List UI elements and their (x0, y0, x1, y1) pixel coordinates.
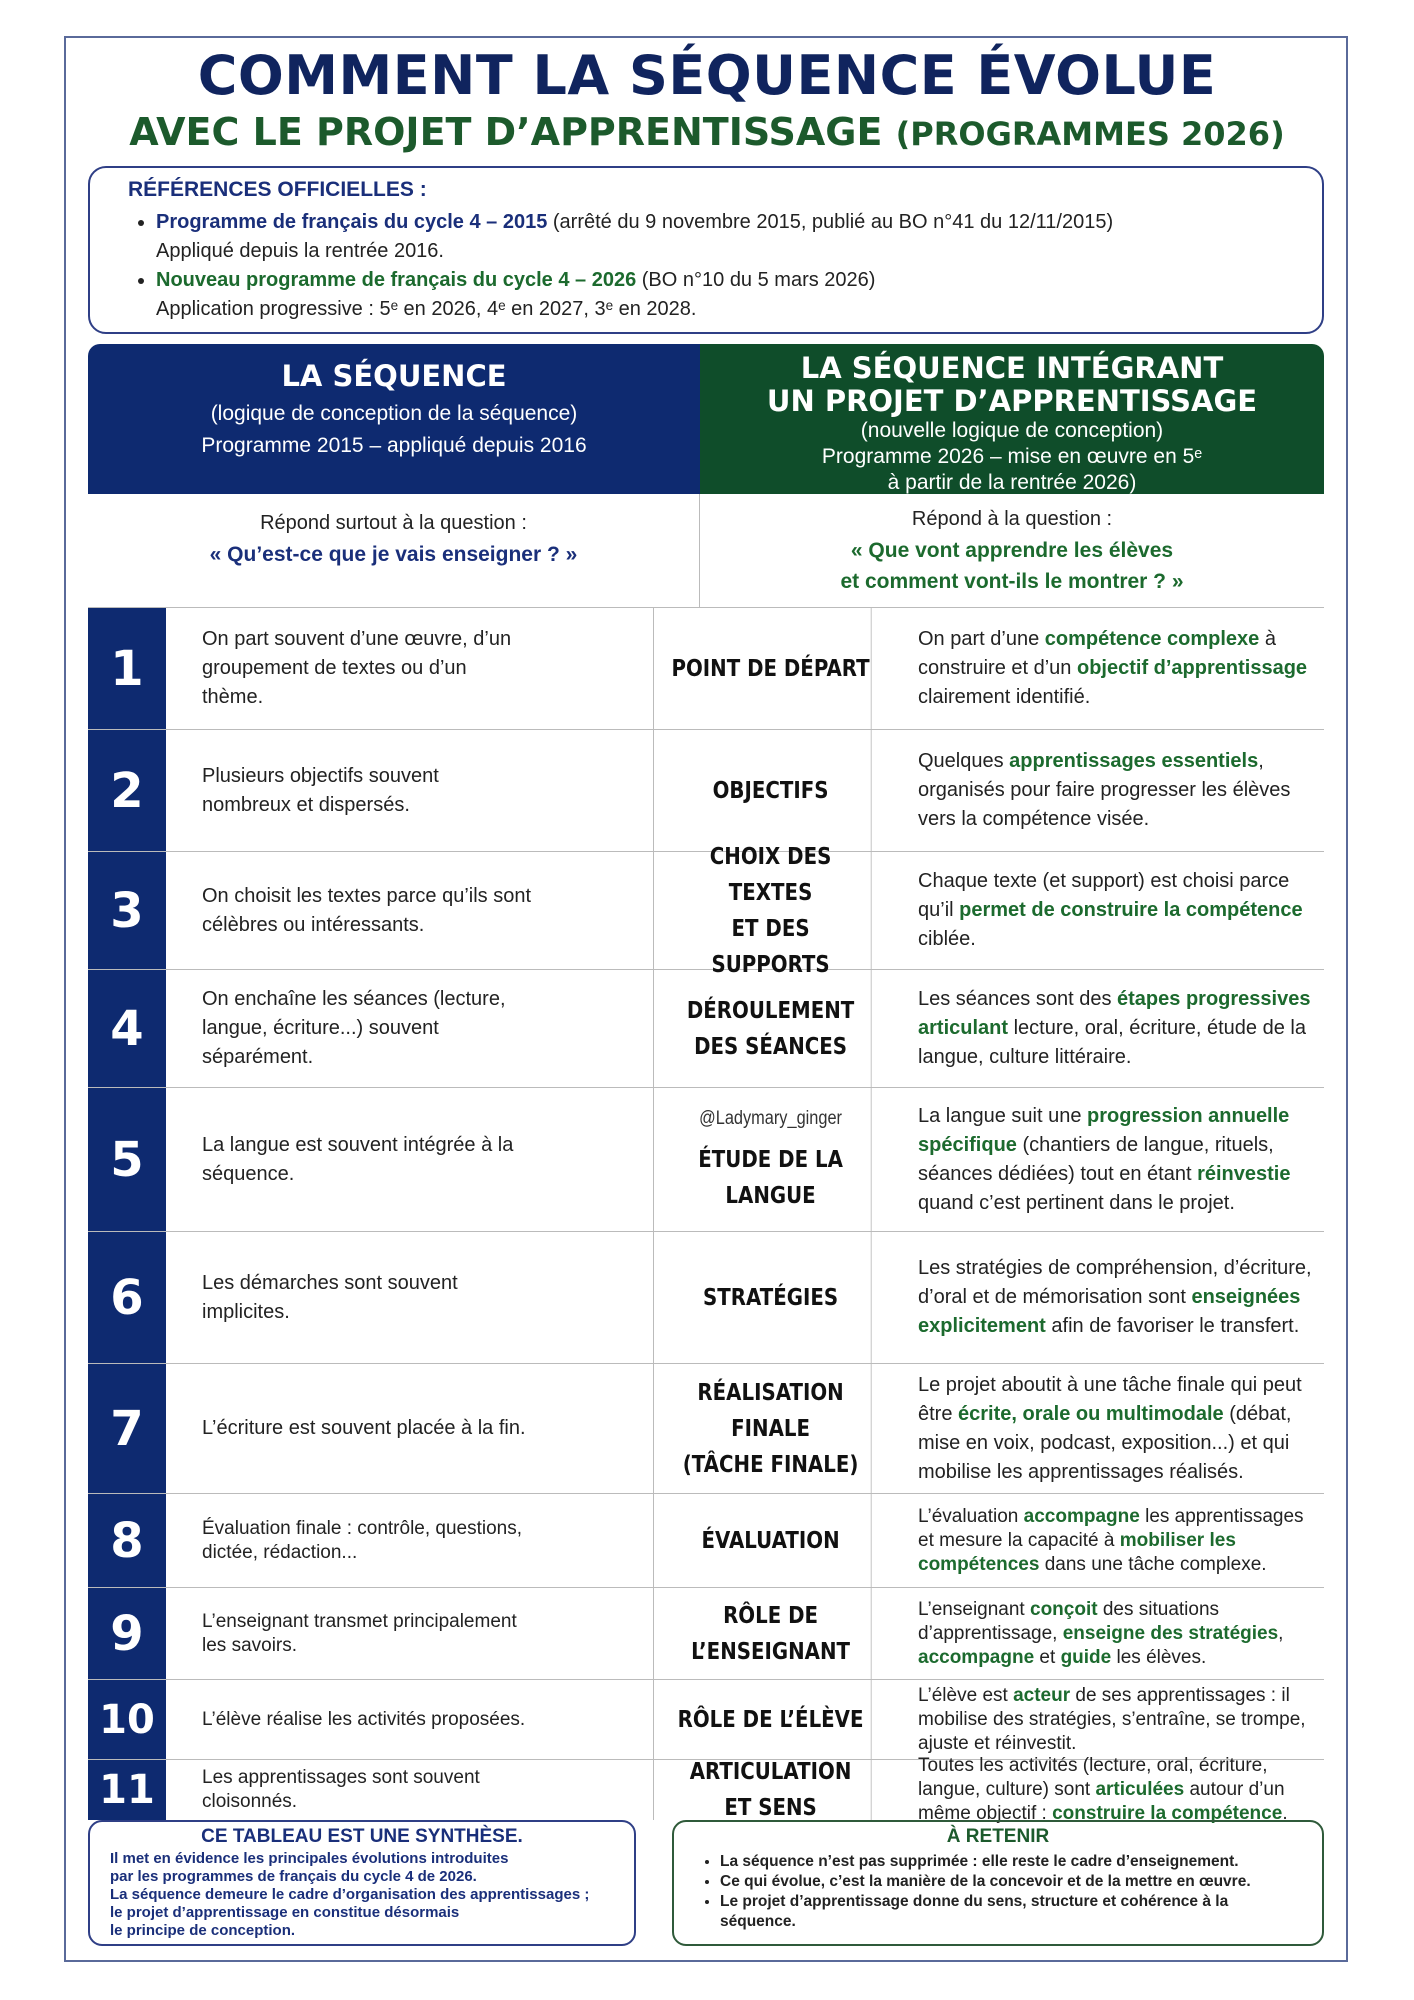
plain-text: Les stratégies de compréhension, d’écriture, d’oral et de mémorisation sont (918, 1257, 1312, 1308)
row-number: 9 (88, 1588, 166, 1679)
table-row (88, 1494, 1324, 1588)
reference-item (156, 266, 1284, 324)
question-left-text: « Qu’est-ce que je vais enseigner ? » (209, 543, 578, 566)
header-left (88, 344, 700, 494)
table-row (88, 1088, 1324, 1232)
title-line2 (0, 110, 1414, 154)
retenir-box (672, 1820, 1324, 1946)
table-row (88, 1755, 1324, 1824)
plain-text: de ses apprentissages : il mobilise des stratégies, s’entraîne, se trompe, ajuste et réinvestit. (918, 1684, 1306, 1754)
highlight-text: progression annuelle spécifique (918, 1104, 1290, 1156)
cell-projet-text (918, 625, 1324, 712)
synthese-line: le projet d’apprentissage en constitue désormais (110, 1904, 460, 1921)
row-number: 5 (88, 1088, 166, 1231)
cell-sequence (166, 1088, 654, 1231)
cell-criterion (670, 608, 871, 729)
table-row (88, 970, 1324, 1088)
cell-criterion (670, 1232, 871, 1363)
synthese-heading: CE TABLEAU EST UNE SYNTHÈSE. (201, 1826, 523, 1847)
table-row (88, 843, 1324, 978)
row-number: 11 (88, 1760, 166, 1820)
plain-text: On part d’une (918, 628, 1045, 650)
criterion-line: (TÂCHE FINALE) (682, 1451, 859, 1478)
cell-sequence-text: On part souvent d’une œuvre, d’un groupement de textes ou d’un thème. (202, 628, 512, 708)
reference-sub: Appliqué depuis la rentrée 2016. (156, 240, 444, 262)
references-box (88, 166, 1324, 334)
references-heading: RÉFÉRENCES OFFICIELLES : (128, 178, 427, 201)
table-row (88, 1232, 1324, 1364)
cell-sequence-text: L’écriture est souvent placée à la fin. (202, 1417, 526, 1439)
retenir-heading: À RETENIR (946, 1826, 1050, 1847)
criterion-line: CHOIX DES TEXTES (709, 843, 832, 906)
reference-item (156, 208, 1284, 266)
cell-projet (888, 1364, 1324, 1493)
cell-sequence (166, 852, 654, 969)
plain-text: Le projet aboutit à une tâche finale qui peut être (918, 1373, 1302, 1425)
cell-projet-text (918, 747, 1324, 834)
row-number: 8 (88, 1494, 166, 1587)
cell-sequence-text: Évaluation finale : contrôle, questions, dictée, rédaction... (202, 1517, 523, 1563)
cell-criterion (670, 1364, 871, 1493)
plain-text: L’évaluation (918, 1505, 1024, 1527)
highlight-text: écrite, orale ou multimodale (958, 1402, 1224, 1425)
cell-projet-text (918, 1684, 1324, 1756)
cell-criterion (670, 1088, 871, 1231)
synthese-line: Il met en évidence les principales évolutions introduites (110, 1850, 509, 1867)
cell-projet (888, 608, 1324, 729)
plain-text: afin de favoriser le transfert. (1045, 1315, 1300, 1337)
highlight-text: compétence complexe (1044, 628, 1260, 650)
cell-projet-text (918, 1754, 1324, 1826)
cell-criterion (670, 1760, 871, 1820)
cell-criterion (670, 1680, 871, 1759)
cell-projet (888, 1088, 1324, 1231)
author-handle: @Ladymary_ginger (699, 1107, 842, 1129)
cell-sequence (166, 1760, 654, 1820)
cell-projet (888, 1588, 1324, 1679)
question-left (88, 494, 700, 608)
plain-text: Chaque texte (et support) est choisi parce qu’il (918, 870, 1290, 921)
plain-text: (débat, mise en voix, podcast, exposition...) et qui mobilise les apprentissages réalisés. (918, 1402, 1292, 1483)
cell-projet-text (918, 1254, 1324, 1341)
plain-text: L’élève est (918, 1684, 1014, 1706)
cell-sequence-text: L’enseignant transmet principalement les savoirs. (202, 1610, 517, 1656)
plain-text: quand c’est pertinent dans le projet. (918, 1191, 1235, 1214)
cell-criterion (670, 970, 871, 1087)
reference-sub: Application progressive : 5ᵉ en 2026, 4ᵉ en 2027, 3ᵉ en 2028. (156, 298, 697, 320)
criterion-line: ÉTUDE DE LA LANGUE (698, 1146, 843, 1209)
plain-text: les apprentissages et mesure la capacité à (918, 1505, 1304, 1551)
row-number: 2 (88, 730, 166, 851)
cell-sequence-text: On enchaîne les séances (lecture, langue, écriture...) souvent séparément. (202, 988, 506, 1068)
highlight-text: enseigne des stratégies (1062, 1622, 1279, 1644)
row-number: 4 (88, 970, 166, 1087)
cell-projet (888, 1494, 1324, 1587)
header-left-sub2: Programme 2015 – appliqué depuis 2016 (201, 434, 587, 457)
reference-title: Programme de français du cycle 4 – 2015 (156, 211, 548, 233)
criterion-line: ET DES SUPPORTS (711, 915, 830, 978)
criterion-line: RÉALISATION FINALE (697, 1379, 844, 1442)
plain-text: La langue suit une (918, 1104, 1088, 1127)
plain-text: Toutes les activités (lecture, oral, écriture, langue, culture) sont (918, 1755, 1268, 1800)
retenir-item: • La séquence n’est pas supprimée : elle reste le cadre d’enseignement. (720, 1852, 1302, 1872)
criterion-line: DES SÉANCES (694, 1033, 848, 1060)
plain-text: les élèves. (1111, 1646, 1207, 1668)
cell-sequence (166, 730, 654, 851)
header-right-title2: UN PROJET D’APPRENTISSAGE (766, 384, 1258, 418)
table-row (88, 1364, 1324, 1494)
highlight-text: étapes progressives articulant (918, 988, 1311, 1039)
retenir-item: • Ce qui évolue, c’est la manière de la concevoir et de la mettre en œuvre. (720, 1872, 1302, 1892)
plain-text: , organisés pour faire progresser les élèves vers la compétence visée. (918, 750, 1291, 830)
reference-detail: (arrêté du 9 novembre 2015, publié au BO n°41 du 12/11/2015) (547, 211, 1114, 233)
criterion-line: DÉROULEMENT (686, 997, 855, 1024)
highlight-text: apprentissages essentiels (1009, 750, 1259, 772)
table-row (88, 730, 1324, 852)
references-list (128, 208, 1284, 324)
highlight-text: objectif d’apprentissage (1076, 657, 1308, 679)
highlight-text: articulées (1095, 1779, 1185, 1800)
plain-text: autour d’un même objectif : (918, 1779, 1285, 1824)
cell-sequence-text: On choisit les textes parce qu’ils sont célèbres ou intéressants. (202, 884, 532, 936)
plain-text: dans une tâche complexe. (1039, 1553, 1267, 1575)
row-number: 1 (88, 608, 166, 729)
table-row (88, 1588, 1324, 1680)
row-number: 3 (88, 852, 166, 969)
cell-projet-text (918, 1505, 1324, 1577)
cell-sequence-text: Les démarches sont souvent implicites. (202, 1271, 458, 1323)
row-number: 7 (88, 1364, 166, 1493)
question-right-lead: Répond à la question : (911, 508, 1113, 530)
header-right-sub1: (nouvelle logique de conception) (860, 419, 1164, 442)
table-row (88, 1680, 1324, 1760)
table-row (88, 608, 1324, 730)
plain-text: clairement identifié. (918, 686, 1091, 708)
title-line1: COMMENT LA SÉQUENCE ÉVOLUE (197, 44, 1217, 107)
highlight-text: guide (1060, 1646, 1112, 1668)
reference-title: Nouveau programme de français du cycle 4 – 2026 (156, 269, 637, 291)
cell-sequence (166, 608, 654, 729)
title-line2-small: (PROGRAMMES 2026) (895, 115, 1285, 153)
plain-text: lecture, oral, écriture, étude de la langue, culture littéraire. (918, 1017, 1306, 1068)
header-right-sub2: Programme 2026 – mise en œuvre en 5ᵉ (821, 445, 1203, 468)
plain-text: à construire et d’un (918, 628, 1276, 679)
highlight-text: accompagne (918, 1646, 1035, 1668)
cell-sequence-text: L’élève réalise les activités proposées. (202, 1708, 526, 1730)
plain-text: Les séances sont des (918, 988, 1118, 1010)
cell-sequence-text: La langue est souvent intégrée à la séquence. (202, 1133, 514, 1185)
highlight-text: accompagne (1023, 1505, 1140, 1527)
header-right (700, 344, 1324, 494)
cell-projet (888, 1232, 1324, 1363)
cell-criterion (670, 730, 871, 851)
criterion-line: ARTICULATION (689, 1759, 852, 1785)
plain-text: . (1282, 1803, 1288, 1824)
highlight-text: mobiliser les compétences (918, 1529, 1236, 1575)
cell-sequence (166, 1680, 654, 1759)
plain-text: (chantiers de langue, rituels, séances dédiées) tout en étant (918, 1133, 1274, 1185)
highlight-text: permet de construire la compétence (959, 899, 1303, 921)
question-right (700, 494, 1324, 608)
highlight-text: conçoit (1030, 1598, 1098, 1620)
criterion-line: OBJECTIFS (712, 777, 829, 804)
retenir-item: • Le projet d’apprentissage donne du sens, structure et cohérence à la séquence. (720, 1892, 1302, 1932)
criterion-line: ÉVALUATION (701, 1527, 840, 1554)
cell-sequence-text: Les apprentissages sont souvent cloisonnés. (202, 1767, 480, 1812)
reference-detail: (BO n°10 du 5 mars 2026) (636, 269, 876, 291)
cell-sequence-text: Plusieurs objectifs souvent nombreux et dispersés. (202, 764, 439, 816)
cell-sequence (166, 1364, 654, 1493)
cell-projet (888, 970, 1324, 1087)
row-number: 10 (88, 1680, 166, 1759)
cell-projet-text (918, 1371, 1324, 1487)
cell-projet (888, 1680, 1324, 1759)
header-right-title1: LA SÉQUENCE INTÉGRANT (800, 351, 1224, 385)
cell-criterion (670, 843, 871, 978)
highlight-text: enseignées explicitement (918, 1286, 1301, 1337)
criterion-line: ET SENS (724, 1795, 817, 1821)
plain-text: et (1034, 1646, 1061, 1668)
cell-sequence (166, 1232, 654, 1363)
question-right-text2: et comment vont-ils le montrer ? » (840, 570, 1184, 593)
plain-text: , (1278, 1622, 1284, 1644)
cell-projet (888, 852, 1324, 969)
highlight-text: réinvestie (1197, 1162, 1291, 1185)
retenir-list (694, 1852, 1302, 1932)
criterion-line: L’ENSEIGNANT (691, 1638, 851, 1665)
plain-text: Quelques (918, 750, 1010, 772)
cell-sequence (166, 970, 654, 1087)
cell-criterion (670, 1588, 871, 1679)
synthese-line: par les programmes de français du cycle 4 de 2026. (110, 1868, 477, 1885)
question-right-text1: « Que vont apprendre les élèves (850, 539, 1174, 562)
header-right-sub3: à partir de la rentrée 2026) (887, 471, 1137, 494)
plain-text: des situations d’apprentissage, (918, 1598, 1220, 1644)
cell-projet (888, 730, 1324, 851)
cell-projet-text (918, 1102, 1324, 1218)
cell-projet-text (918, 1598, 1324, 1670)
header-left-title: LA SÉQUENCE (281, 359, 507, 393)
cell-criterion (670, 1494, 871, 1587)
criterion-line: STRATÉGIES (703, 1284, 839, 1311)
synthese-text (110, 1850, 614, 1940)
plain-text: L’enseignant (918, 1598, 1030, 1620)
criterion-line: POINT DE DÉPART (671, 655, 870, 682)
synthese-line: le principe de conception. (110, 1922, 296, 1939)
synthese-line: La séquence demeure le cadre d’organisation des apprentissages ; (110, 1886, 590, 1903)
synthese-box (88, 1820, 636, 1946)
cell-sequence (166, 1588, 654, 1679)
plain-text: ciblée. (918, 928, 976, 950)
header-left-sub1: (logique de conception de la séquence) (210, 402, 578, 425)
cell-projet-text (918, 867, 1324, 954)
criterion-line: RÔLE DE (723, 1602, 819, 1629)
title-line2-main: AVEC LE PROJET D’APPRENTISSAGE (129, 110, 883, 154)
criterion-line: RÔLE DE L’ÉLÈVE (677, 1706, 864, 1733)
cell-sequence (166, 1494, 654, 1587)
question-left-lead: Répond surtout à la question : (260, 512, 527, 534)
row-number: 6 (88, 1232, 166, 1363)
cell-projet (888, 1755, 1324, 1824)
highlight-text: acteur (1013, 1684, 1071, 1706)
highlight-text: construire la compétence (1052, 1803, 1283, 1824)
cell-projet-text (918, 985, 1324, 1072)
